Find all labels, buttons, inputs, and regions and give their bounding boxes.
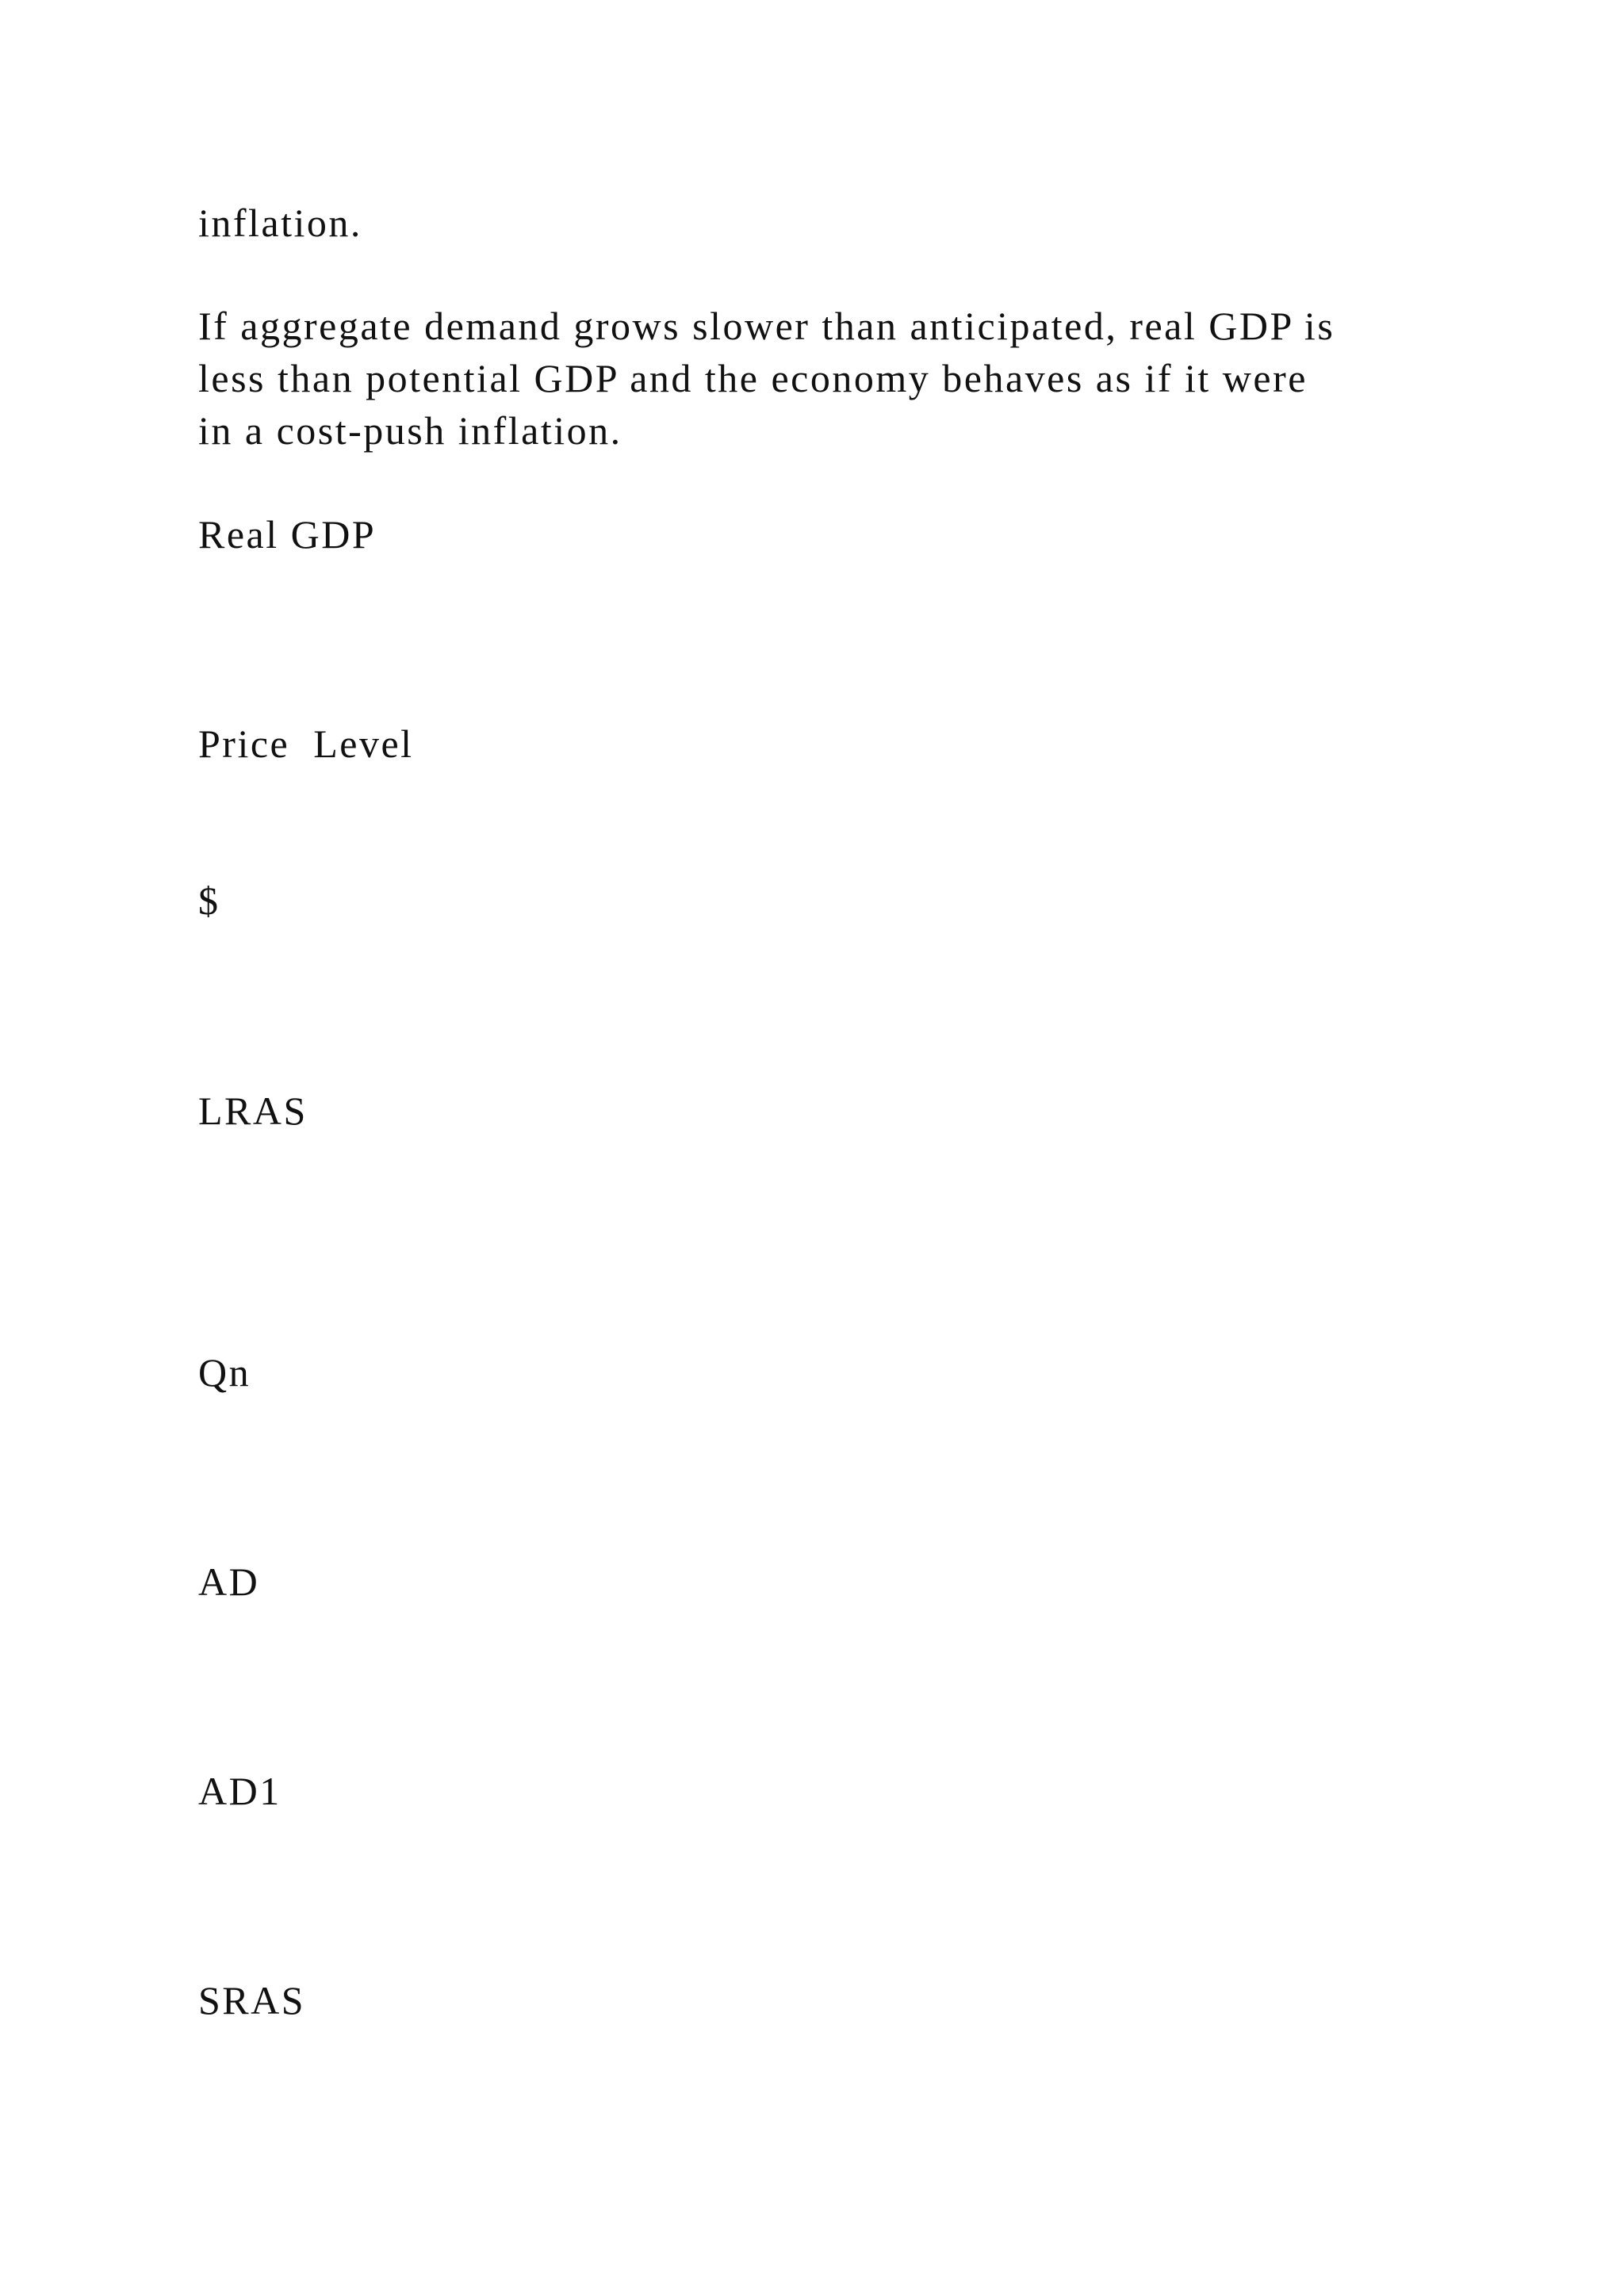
label-price-level: Price Level (198, 721, 414, 766)
label-sras: SRAS (198, 1978, 306, 2022)
text-line-1: inflation. (198, 201, 362, 245)
label-dollar: $ (198, 878, 220, 923)
label-ad1: AD1 (198, 1769, 282, 1813)
text-line-4: in a cost-push inflation. (198, 408, 622, 453)
label-ad: AD (198, 1559, 260, 1604)
label-lras: LRAS (198, 1089, 308, 1133)
label-qn: Qn (198, 1350, 251, 1395)
text-line-2: If aggregate demand grows slower than anticipated, real GDP is (198, 304, 1335, 348)
label-real-gdp: Real GDP (198, 512, 377, 557)
text-line-3: less than potential GDP and the economy behaves as if it were (198, 356, 1308, 400)
